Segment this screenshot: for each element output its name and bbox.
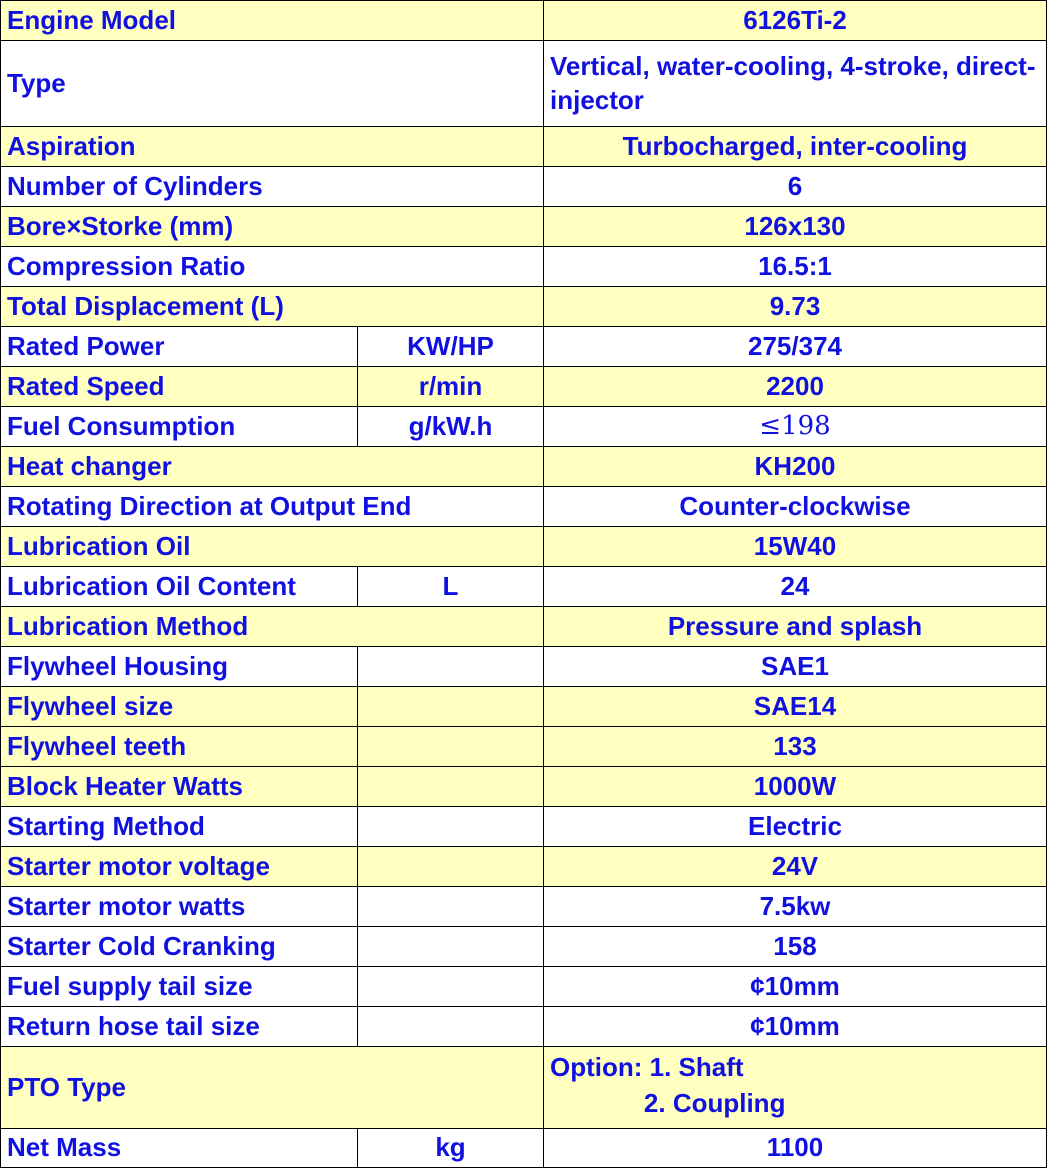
row-value-lubrication-oil: 15W40 <box>544 527 1047 567</box>
row-value-cylinders: 6 <box>544 167 1047 207</box>
row-unit-fuel-consumption: g/kW.h <box>358 407 544 447</box>
row-label-cylinders: Number of Cylinders <box>1 167 544 207</box>
table-row <box>1 247 1047 287</box>
row-label-pto-type: PTO Type <box>1 1047 544 1129</box>
table-row <box>1 887 1047 927</box>
row-label-engine-model: Engine Model <box>1 1 544 41</box>
row-value-block-heater: 1000W <box>544 767 1047 807</box>
table-row <box>1 367 1047 407</box>
row-label-lubrication-method: Lubrication Method <box>1 607 544 647</box>
table-row <box>1 607 1047 647</box>
row-label-flywheel-size: Flywheel size <box>1 687 358 727</box>
row-label-fuel-consumption: Fuel Consumption <box>1 407 358 447</box>
row-unit-cold-cranking <box>358 927 544 967</box>
table-row <box>1 967 1047 1007</box>
table-row <box>1 167 1047 207</box>
row-value-aspiration: Turbocharged, inter-cooling <box>544 127 1047 167</box>
row-value-displacement: 9.73 <box>544 287 1047 327</box>
row-value-net-mass: 1100 <box>544 1129 1047 1168</box>
row-unit-flywheel-housing <box>358 647 544 687</box>
row-value-engine-model: 6126Ti-2 <box>544 1 1047 41</box>
row-value-cold-cranking: 158 <box>544 927 1047 967</box>
row-label-net-mass: Net Mass <box>1 1129 358 1168</box>
row-value-starter-watts: 7.5kw <box>544 887 1047 927</box>
table-row <box>1 1047 1047 1129</box>
row-label-flywheel-housing: Flywheel Housing <box>1 647 358 687</box>
row-label-starter-voltage: Starter motor voltage <box>1 847 358 887</box>
row-value-rated-speed: 2200 <box>544 367 1047 407</box>
table-row <box>1 527 1047 567</box>
table-row <box>1 927 1047 967</box>
row-value-type: Vertical, water-cooling, 4-stroke, direct-injector <box>544 41 1047 127</box>
row-label-bore-stroke: Bore×Storke (mm) <box>1 207 544 247</box>
row-label-cold-cranking: Starter Cold Cranking <box>1 927 358 967</box>
row-value-compression-ratio: 16.5:1 <box>544 247 1047 287</box>
table-row <box>1 1007 1047 1047</box>
row-label-flywheel-teeth: Flywheel teeth <box>1 727 358 767</box>
row-value-return-hose-tail: ¢10mm <box>544 1007 1047 1047</box>
row-unit-rated-speed: r/min <box>358 367 544 407</box>
row-label-fuel-supply-tail: Fuel supply tail size <box>1 967 358 1007</box>
row-value-flywheel-size: SAE14 <box>544 687 1047 727</box>
table-row <box>1 41 1047 127</box>
table-row <box>1 1129 1047 1168</box>
row-value-rotating-direction: Counter-clockwise <box>544 487 1047 527</box>
row-value-lubrication-method: Pressure and splash <box>544 607 1047 647</box>
table-row <box>1 207 1047 247</box>
row-label-displacement: Total Displacement (L) <box>1 287 544 327</box>
row-label-type: Type <box>1 41 544 127</box>
row-label-rated-power: Rated Power <box>1 327 358 367</box>
row-unit-rated-power: KW/HP <box>358 327 544 367</box>
row-unit-flywheel-size <box>358 687 544 727</box>
table-row <box>1 727 1047 767</box>
table-row <box>1 767 1047 807</box>
row-value-fuel-supply-tail: ¢10mm <box>544 967 1047 1007</box>
row-value-flywheel-teeth: 133 <box>544 727 1047 767</box>
row-unit-block-heater <box>358 767 544 807</box>
row-label-starting-method: Starting Method <box>1 807 358 847</box>
table-row <box>1 327 1047 367</box>
row-label-oil-content: Lubrication Oil Content <box>1 567 358 607</box>
table-row <box>1 1 1047 41</box>
row-label-lubrication-oil: Lubrication Oil <box>1 527 544 567</box>
row-label-aspiration: Aspiration <box>1 127 544 167</box>
table-row <box>1 287 1047 327</box>
row-label-block-heater: Block Heater Watts <box>1 767 358 807</box>
row-value-heat-changer: KH200 <box>544 447 1047 487</box>
row-unit-oil-content: L <box>358 567 544 607</box>
row-value-starting-method: Electric <box>544 807 1047 847</box>
row-unit-starting-method <box>358 807 544 847</box>
table-row <box>1 847 1047 887</box>
row-value-rated-power: 275/374 <box>544 327 1047 367</box>
table-row <box>1 567 1047 607</box>
table-row <box>1 687 1047 727</box>
row-value-flywheel-housing: SAE1 <box>544 647 1047 687</box>
row-label-compression-ratio: Compression Ratio <box>1 247 544 287</box>
row-unit-return-hose-tail <box>358 1007 544 1047</box>
table-row <box>1 647 1047 687</box>
table-row <box>1 407 1047 447</box>
row-label-return-hose-tail: Return hose tail size <box>1 1007 358 1047</box>
row-unit-starter-voltage <box>358 847 544 887</box>
row-value-starter-voltage: 24V <box>544 847 1047 887</box>
table-row <box>1 807 1047 847</box>
table-row <box>1 447 1047 487</box>
row-unit-net-mass: kg <box>358 1129 544 1168</box>
row-value-oil-content: 24 <box>544 567 1047 607</box>
row-unit-flywheel-teeth <box>358 727 544 767</box>
row-label-rotating-direction: Rotating Direction at Output End <box>1 487 544 527</box>
table-row <box>1 487 1047 527</box>
row-value-fuel-consumption: ≤198 <box>544 407 1047 447</box>
row-label-heat-changer: Heat changer <box>1 447 544 487</box>
row-unit-fuel-supply-tail <box>358 967 544 1007</box>
row-label-rated-speed: Rated Speed <box>1 367 358 407</box>
row-unit-starter-watts <box>358 887 544 927</box>
row-label-starter-watts: Starter motor watts <box>1 887 358 927</box>
row-value-bore-stroke: 126x130 <box>544 207 1047 247</box>
row-value-pto-type: Option: 1. Shaft 2. Coupling <box>544 1047 1047 1129</box>
table-row <box>1 127 1047 167</box>
